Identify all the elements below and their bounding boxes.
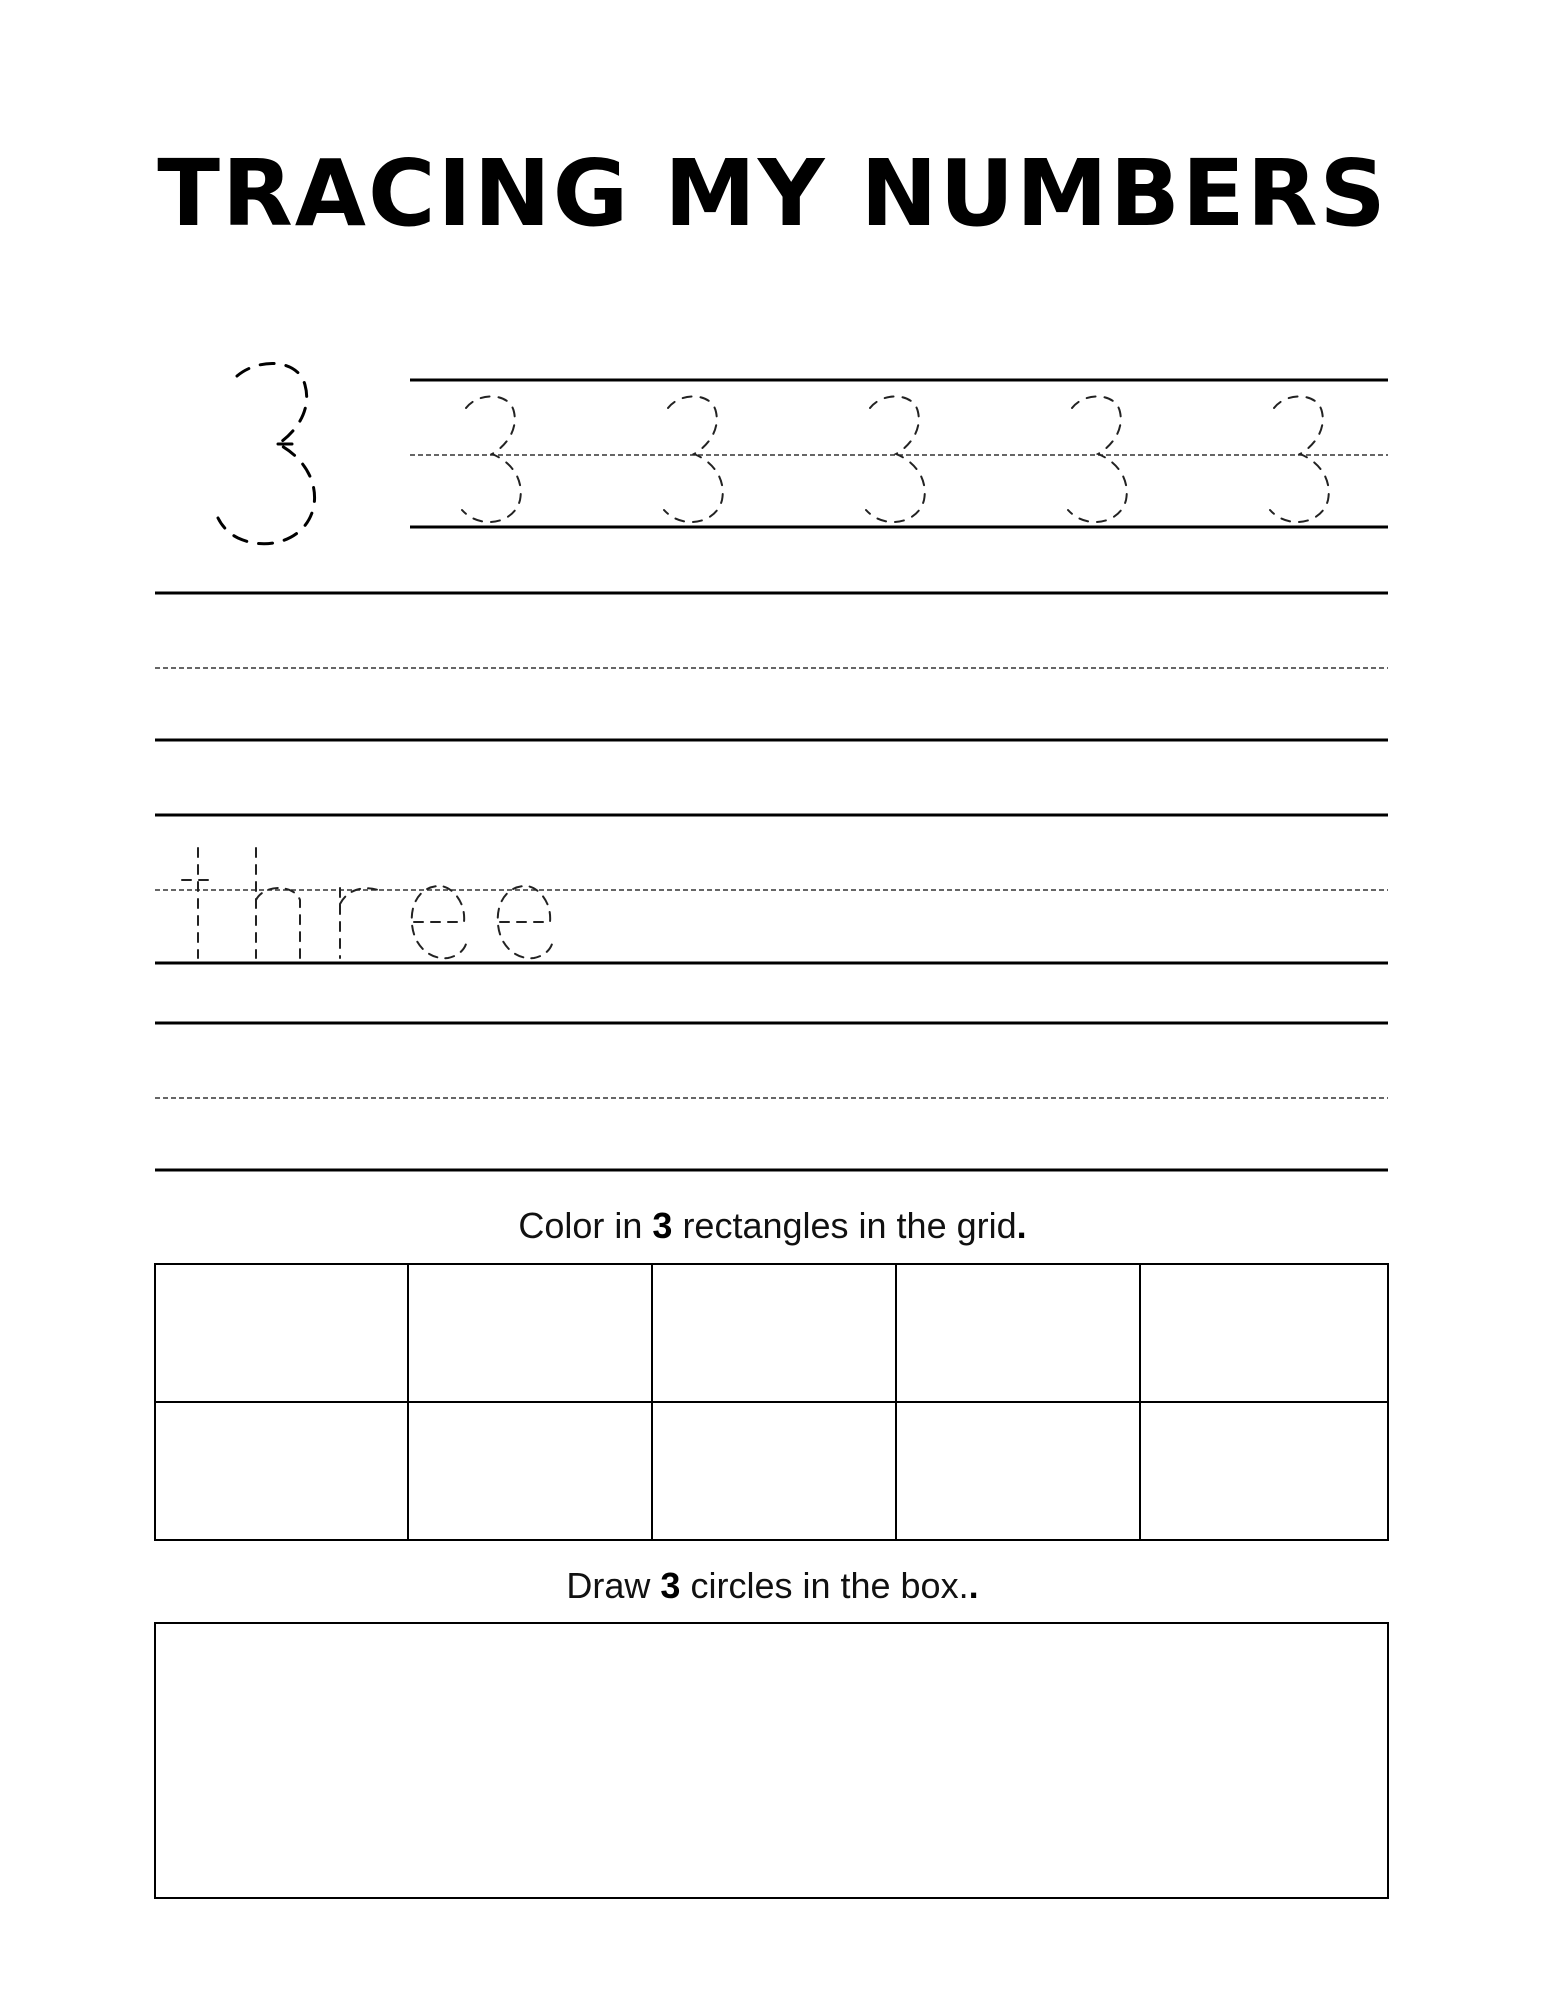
- grid-instruction-after: rectangles in the grid: [672, 1205, 1017, 1246]
- page-title: TRACING MY NUMBERS: [157, 140, 1388, 247]
- grid-cell-1-2[interactable]: [408, 1264, 652, 1402]
- traced-word-three: [182, 848, 552, 958]
- traced-digit-2: [664, 396, 723, 522]
- grid-instruction-before: Color in: [518, 1205, 653, 1246]
- grid-cell-2-3[interactable]: [652, 1402, 896, 1540]
- grid-instruction: [0, 1205, 1545, 1246]
- box-instruction-after: circles in the box.: [680, 1565, 969, 1606]
- traced-digit-3: [866, 396, 925, 522]
- trace-letter-e-2: [498, 886, 552, 958]
- grid-cell-2-1[interactable]: [155, 1402, 408, 1540]
- coloring-grid: [155, 1264, 1388, 1540]
- grid-cell-2-2[interactable]: [408, 1402, 652, 1540]
- grid-cell-2-4[interactable]: [896, 1402, 1140, 1540]
- grid-instruction-number: 3: [652, 1205, 673, 1246]
- grid-cell-1-5[interactable]: [1140, 1264, 1388, 1402]
- grid-cell-1-3[interactable]: [652, 1264, 896, 1402]
- traced-digit-1: [462, 396, 521, 522]
- grid-cell-1-1[interactable]: [155, 1264, 408, 1402]
- box-instruction-before: Draw: [566, 1565, 661, 1606]
- model-digit-three: [218, 363, 315, 543]
- trace-letter-e-1: [412, 886, 466, 958]
- traced-digit-4: [1068, 396, 1127, 522]
- drawing-box[interactable]: [155, 1623, 1388, 1898]
- grid-cell-1-4[interactable]: [896, 1264, 1140, 1402]
- traced-digit-row: [462, 396, 1329, 522]
- box-instruction-number: 3: [660, 1565, 681, 1606]
- grid-instruction-period: .: [1016, 1205, 1027, 1246]
- box-instruction: [0, 1565, 1545, 1606]
- grid-cell-2-5[interactable]: [1140, 1402, 1388, 1540]
- traced-digit-5: [1270, 396, 1329, 522]
- box-instruction-period: .: [968, 1565, 979, 1606]
